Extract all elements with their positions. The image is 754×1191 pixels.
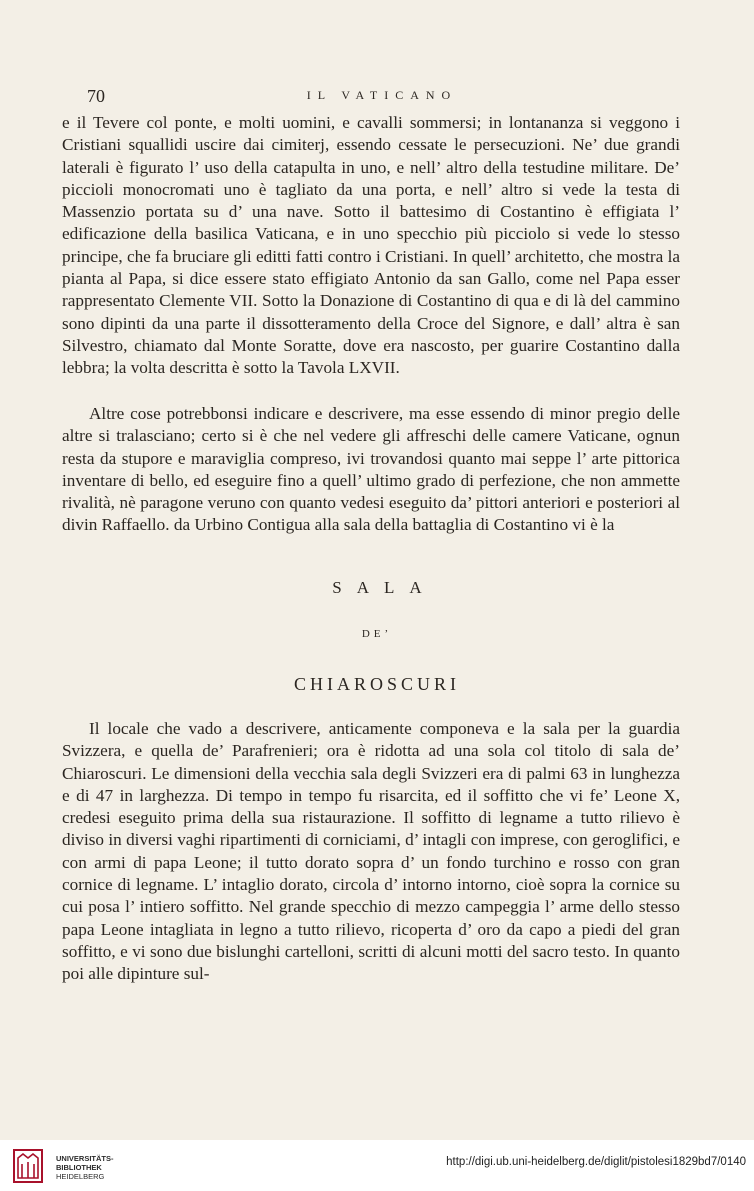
footer-bar: [0, 1140, 754, 1191]
library-logo[interactable]: [12, 1146, 132, 1186]
university-seal-icon: [12, 1146, 46, 1186]
library-name-line-1: UNIVERSITÄTS-: [56, 1154, 114, 1163]
library-name-line-3: HEIDELBERG: [56, 1172, 105, 1181]
paragraph-3: Il locale che vado a descrivere, anticamente componeva e la sala per la guardia Svizzera, e quella de’ Parafrenieri; ora è ridotta ad una sola col titolo di sala de’ Chiaroscuri. Le dimensioni della vecchia sala degli Svizzeri era di palmi 63 in lunghezza e di 47 in larghezza. Di tempo in tempo fu risarcita, ed il soffitto che vi fe’ Leone X, credesi eseguito prima della sua ristaurazione. Il soffitto di legname a tutto rilievo è diviso in diversi vaghi ripartimenti di corniciami, d’ intagli con imprese, con geroglifici, e con armi di papa Leone; il tutto dorato sopra d’ un fondo turchino e rosso con gran cornice di legname. L’ intaglio dorato, circola d’ intorno intorno, cioè sopra la cornice su cui posa l’ intiero soffitto. Nel grande specchio di mezzo campeggia l’ arme dello stesso papa Leone intagliata in legno a tutto rilievo, ricoperta d’ oro da capo a piedi del gran soffitto, e vi sono due bislunghi cartelloni, scritti di alcuni motti del sacro testo. In quanto poi alle dipinture sul-: [62, 719, 680, 984]
section-heading-chiaroscuri: CHIAROSCURI: [293, 674, 461, 694]
paragraph-1: e il Tevere col ponte, e molti uomini, e cavalli sommersi; in lontananza si veggono i Cristiani squallidi uscire dai cimiterj, essendo cessate le persecuzioni. Ne’ due grandi laterali è figurato l’ uso della catapulta in uno, e nell’ altro della testudine militare. De’ piccioli monocromati uno è tagliato da una porta, e nell’ altro si vede la testa di Massenzio portata su d’ una nave. Sotto il battesimo di Costantino è effigiata l’ edificazione della basilica Vaticana, e in uno specchio più picciolo si vede lo stesso principe, che fa bruciare gli editti fatti contro i Cristiani. In quell’ architetto, che mostra la pianta al Papa, si dice essere stato effigiato Antonio da san Gallo, come nel Papa esser rappresentato Clemente VII. Sotto la Donazione di Costantino di qua e di là del cammino sono dipinti da una parte il dissotteramento della Croce del Signore, e dall’ altra è san Silvestro, chiamato dal Monte Soratte, dove era nascosto, per guarire Costantino dalla lebbra; la volta descritta è sotto la Tavola LXVII.: [62, 113, 680, 378]
library-name-line-2: BIBLIOTHEK: [56, 1163, 102, 1172]
library-name: [56, 1154, 114, 1181]
running-title: IL VATICANO: [306, 88, 458, 102]
running-head: [87, 86, 677, 110]
paragraph-2: Altre cose potrebbonsi indicare e descrivere, ma esse essendo di minor pregio delle altre si tralasciano; certo si è che nel vedere gli affreschi delle camere Vaticane, ognun resta da stupore e maraviglia compreso, ivi trovandosi quanto mai seppe l’ arte pittorica inventare di bello, ed eseguire fino a quell’ ultimo grado di perfezione, che non ammette rivalità, nè paragone veruno con quanto vedesi eseguito da’ pittori anteriori e posteriori al divin Raffaello. da Urbino Contigua alla sala della battaglia di Costantino vi è la: [62, 404, 680, 535]
page-number: 70: [87, 86, 105, 106]
source-url[interactable]: http://digi.ub.uni-heidelberg.de/diglit/pistolesi1829bd7/0140: [446, 1156, 746, 1168]
section-heading-de: DE’: [361, 628, 393, 640]
section-heading-sala: SALA: [332, 578, 437, 597]
